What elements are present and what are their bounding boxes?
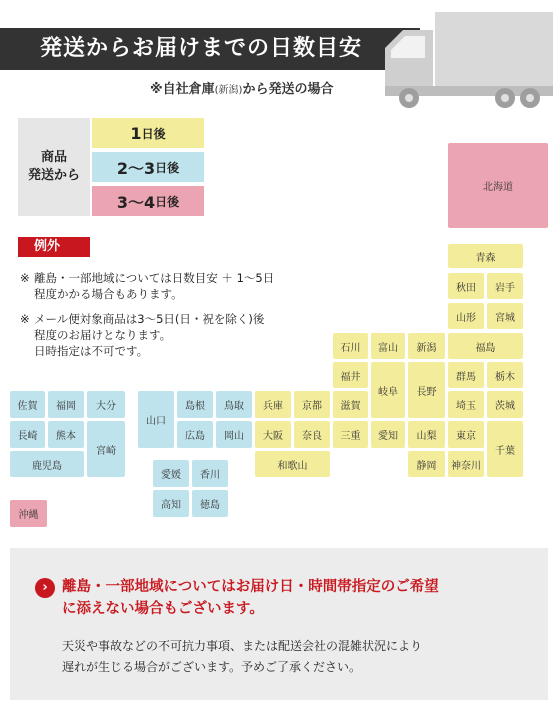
pref-chiba: 千葉 — [487, 421, 523, 477]
exception-note-1: ※ 離島・一部地域については日数目安 ＋ 1～5日 程度かかる場合もあります。 — [20, 271, 275, 301]
pref-ishikawa: 石川 — [333, 333, 368, 359]
pref-tokushima: 徳島 — [192, 490, 228, 517]
pref-nara: 奈良 — [294, 421, 330, 448]
pref-aichi: 愛知 — [371, 421, 405, 448]
pref-tottori: 鳥取 — [216, 391, 252, 418]
pref-miyagi: 宮城 — [487, 303, 523, 329]
pref-ehime: 愛媛 — [153, 460, 189, 487]
pref-shimane: 島根 — [177, 391, 213, 418]
pref-shiga: 滋賀 — [333, 391, 368, 418]
pref-hiroshima: 広島 — [177, 421, 213, 448]
pref-kagawa: 香川 — [192, 460, 228, 487]
pref-okinawa: 沖縄 — [10, 500, 47, 527]
pref-kyoto: 京都 — [294, 391, 330, 418]
notice-body: 天災や事故などの不可抗力事項、または配送会社の混雑状況により 遅れが生じる場合がございます。予めご了承ください。 — [62, 639, 423, 674]
pref-wakayama: 和歌山 — [255, 451, 330, 477]
pref-nagasaki: 長崎 — [10, 421, 45, 448]
truck-icon — [385, 8, 555, 108]
pref-saga: 佐賀 — [10, 391, 45, 418]
pref-oita: 大分 — [87, 391, 125, 418]
pref-gunma: 群馬 — [448, 362, 484, 388]
legend-label: 商品 発送から — [18, 118, 90, 216]
pref-saitama: 埼玉 — [448, 391, 484, 418]
pref-yamanashi: 山梨 — [408, 421, 445, 448]
notice-panel — [10, 548, 548, 700]
pref-niigata: 新潟 — [408, 333, 445, 359]
pref-aomori: 青森 — [448, 244, 523, 268]
pref-miyazaki: 宮崎 — [87, 421, 125, 477]
page-title: 発送からお届けまでの日数目安 — [0, 28, 420, 70]
exception-note-2: ※ メール便対象商品は3～5日(日・祝を除く)後 程度のお届けとなります。 日時指定は不可です。 — [20, 312, 265, 358]
pref-kochi: 高知 — [153, 490, 189, 517]
pref-nagano: 長野 — [408, 362, 445, 418]
exception-tag: 例外 — [18, 237, 90, 257]
pref-kagoshima: 鹿児島 — [10, 451, 84, 477]
pref-kanagawa: 神奈川 — [448, 451, 484, 477]
legend-1-day: 1 日後 — [92, 118, 204, 148]
pref-ibaraki: 茨城 — [487, 391, 523, 418]
pref-tokyo: 東京 — [448, 421, 484, 448]
pref-fukuoka: 福岡 — [48, 391, 84, 418]
pref-hokkaido: 北海道 — [448, 143, 548, 228]
pref-hyogo: 兵庫 — [255, 391, 291, 418]
pref-gifu: 岐阜 — [371, 362, 405, 418]
pref-yamaguchi: 山口 — [138, 391, 174, 448]
chevron-right-icon: › — [35, 578, 55, 598]
pref-akita: 秋田 — [448, 273, 484, 299]
pref-mie: 三重 — [333, 421, 368, 448]
pref-toyama: 富山 — [371, 333, 405, 359]
pref-fukushima: 福島 — [448, 333, 523, 359]
pref-osaka: 大阪 — [255, 421, 291, 448]
pref-fukui: 福井 — [333, 362, 368, 388]
pref-kumamoto: 熊本 — [48, 421, 84, 448]
pref-shizuoka: 静岡 — [408, 451, 445, 477]
pref-iwate: 岩手 — [487, 273, 523, 299]
subtitle: ※自社倉庫(新潟)から発送の場合 — [150, 82, 334, 97]
pref-yamagata: 山形 — [448, 303, 484, 329]
notice-title: 離島・一部地域についてはお届け日・時間帯指定のご希望 に添えない場合もございます。 — [62, 579, 439, 617]
legend-2-3-days: 2～3 日後 — [92, 152, 204, 182]
pref-tochigi: 栃木 — [487, 362, 523, 388]
legend-3-4-days: 3～4 日後 — [92, 186, 204, 216]
pref-okayama: 岡山 — [216, 421, 252, 448]
